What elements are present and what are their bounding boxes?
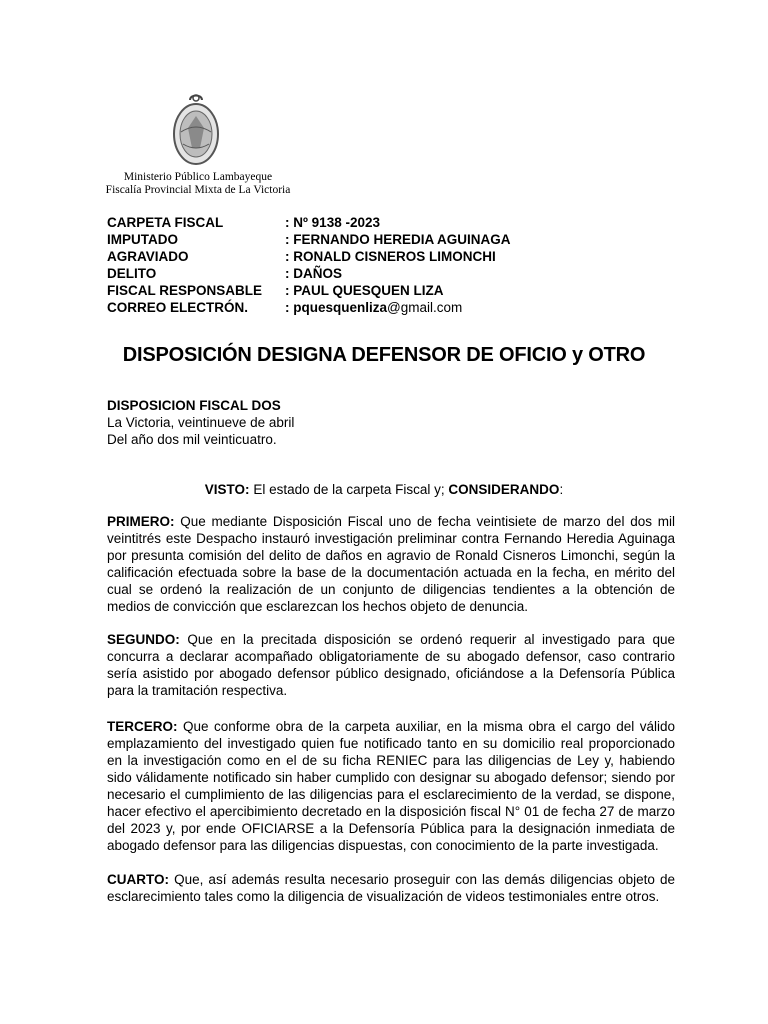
case-info-row [107,299,511,316]
paragraph-text: Que en la precitada disposición se ordenó requerir al investigado para que concurra a declarar acompañado obligatoriamente de su abogado defensor, caso contrario sería asistido por abogado defensor público designado, oficiándose a la Defensoría Pública para la tramitación respectiva. [107,632,675,698]
paragraph-label: CUARTO: [107,872,169,887]
disposition-heading: DISPOSICION FISCAL DOS [107,398,281,413]
paragraph-text: Que, así además resulta necesario proseguir con las demás diligencias objeto de esclarecimiento tales como la diligencia de visualización de videos testimoniales entre otros. [107,872,675,904]
case-info-row [107,282,511,299]
office-name: Fiscalía Provincial Mixta de La Victoria [105,184,291,196]
paragraph-label: PRIMERO: [107,514,175,529]
case-info-value: : PAUL QUESQUEN LIZA [285,283,444,298]
institution-name: Ministerio Público Lambayeque [123,171,273,183]
paragraph-cuarto [107,871,675,905]
case-info-value: : FERNANDO HEREDIA AGUINAGA [285,232,511,247]
case-info-label: IMPUTADO [107,232,178,247]
case-info-label: CARPETA FISCAL [107,215,224,230]
case-info-row [107,248,511,265]
paragraph-text: Que conforme obra de la carpeta auxiliar, en la misma obra el cargo del válido emplazamiento del investigado quien fue notificado tanto en su domicilio real proporcionado en la investigación como en el de su ficha RENIEC para las diligencias de Ley y, habiendo sido válidamente notificado sin haber cumplido con designar su abogado defensor; siendo por necesario el cumplimiento de las diligencias para el esclarecimiento de la verdad, se dispone, hacer efectivo el apercibimiento decretado en la disposición fiscal N° 01 de fecha 27 de marzo del 2023 y, por ende OFICIARSE a la Defensoría Pública para la designación inmediata de abogado defensor para las diligencias dispuestas, con conocimiento de la parte investigada. [107,719,675,853]
case-info [107,214,511,316]
case-info-label: DELITO [107,266,157,281]
document-title: DISPOSICIÓN DESIGNA DEFENSOR DE OFICIO y OTRO [122,344,646,366]
paragraph-segundo [107,631,675,699]
institution-header [100,171,296,197]
paragraph-label: SEGUNDO: [107,632,180,647]
visto-end: : [559,482,564,497]
visto-text: El estado de la carpeta Fiscal y; [249,482,449,497]
email-domain: @gmail.com [387,300,463,315]
email-value [285,299,462,316]
case-info-row [107,265,511,282]
case-info-label: CORREO ELECTRÓN. [107,300,249,315]
case-info-value: : DAÑOS [285,266,342,281]
visto-line [0,481,768,498]
disposition-block [107,397,294,448]
case-info-row [107,214,511,231]
case-info-value: : RONALD CISNEROS LIMONCHI [285,249,496,264]
institution-seal-icon [171,92,221,168]
visto-label: VISTO: [204,482,250,497]
case-info-label: FISCAL RESPONSABLE [107,283,263,298]
considerando-label: CONSIDERANDO [448,482,560,497]
disposition-year: Del año dos mil veinticuatro. [107,432,277,447]
case-info-row [107,231,511,248]
case-info-label: AGRAVIADO [107,249,189,264]
case-info-value: : Nº 9138 -2023 [285,215,380,230]
disposition-place-date: La Victoria, veintinueve de abril [107,415,295,430]
email-user: : pquesquenliza [285,300,388,315]
paragraph-label: TERCERO: [107,719,178,734]
paragraph-text: Que mediante Disposición Fiscal uno de fecha veintisiete de marzo del dos mil veintitrés este Despacho instauró investigación preliminar contra Fernando Heredia Aguinaga por presunta comisión del delito de daños en agravio de Ronald Cisneros Limonchi, según la calificación efectuada sobre la base de la documentación actuada en la fecha, en mérito del cual se ordenó la realización de un conjunto de diligencias tendientes a la obtención de medios de convicción que esclarezcan los hechos objeto de denuncia. [107,514,675,614]
paragraph-primero [107,513,675,615]
paragraph-tercero [107,718,675,854]
